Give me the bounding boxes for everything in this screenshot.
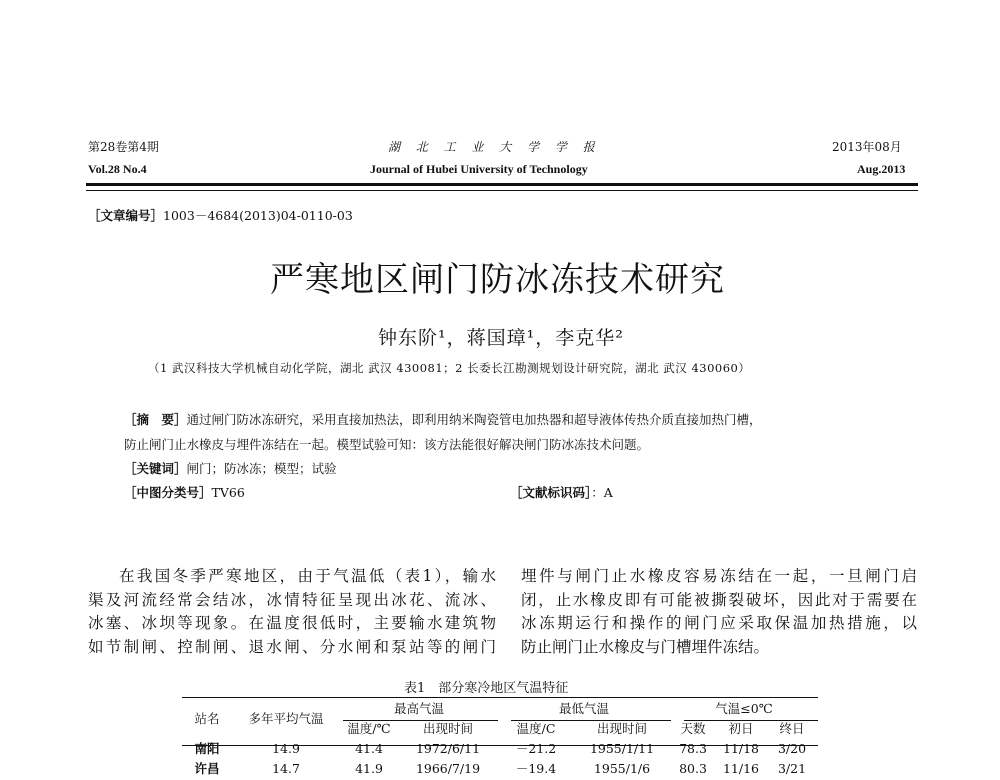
- cell-avg: 14.7: [272, 760, 300, 776]
- body-right-line-2: 闭，止水橡皮即有可能被撕裂破坏，因此对于需要在: [521, 590, 917, 609]
- header-min-group: 最低气温: [558, 701, 609, 716]
- header-rule-thin: [86, 190, 918, 191]
- cell-station: 南阳: [194, 741, 220, 756]
- cell-min-time: 1955/1/6: [593, 760, 651, 776]
- volume-issue-cn: 第28卷第4期: [88, 140, 159, 154]
- body-left-line-1: 在我国冬季严寒地区，由于气温低（表1），输水: [119, 567, 496, 585]
- cell-min-temp: －21.2: [515, 741, 557, 756]
- journal-name-cn: 湖 北 工 业 大 学 学 报: [388, 140, 601, 154]
- cell-min-time: 1955/1/11: [589, 740, 655, 756]
- abstract-line-1: [124, 412, 762, 428]
- document-code-value: ：A: [591, 485, 613, 500]
- body-column-right: [521, 565, 917, 659]
- header-max-group: 最高气温: [393, 701, 444, 716]
- document-code-label: ［文献标识码］: [510, 485, 592, 500]
- classification-label: ［中图分类号］: [124, 485, 212, 500]
- volume-issue-en: Vol.28 No.4: [88, 162, 147, 176]
- cell-last: 3/20: [777, 740, 807, 756]
- abstract-label: ［摘 要］: [124, 412, 187, 427]
- cell-days: 80.3: [679, 760, 707, 776]
- journal-name-en: Journal of Hubei University of Technology: [370, 162, 588, 176]
- cell-first: 11/16: [722, 760, 760, 776]
- publish-date-en: Aug.2013: [857, 162, 906, 176]
- author-affiliation: （1 武汉科技大学机械自动化学院，湖北 武汉 430081；2 长委长江勘测规划设计研究院，湖北 武汉 430060）: [148, 361, 751, 375]
- body-right-line-1: 埋件与闸门止水橡皮容易冻结在一起，一旦闸门启: [521, 567, 917, 585]
- header-last-day: 终日: [779, 721, 805, 736]
- cell-days: 78.3: [679, 740, 707, 756]
- cell-max-time: 1972/6/11: [415, 740, 481, 756]
- cell-last: 3/21: [777, 760, 807, 776]
- table-row: [182, 758, 818, 778]
- table-row: [182, 738, 818, 758]
- header-freeze-group: 气温≤0℃: [715, 701, 773, 716]
- body-left-line-2: 渠及河流经常会结冰，冰情特征呈现出冰花、流冰、: [88, 590, 496, 609]
- document-code: [510, 485, 613, 501]
- publish-date-cn: 2013年08月: [832, 140, 902, 154]
- cell-max-time: 1966/7/19: [415, 760, 481, 776]
- body-left-line-3: 冰塞、冰坝等现象。在温度很低时，主要输水建筑物: [88, 614, 496, 633]
- header-max-time: 出现时间: [422, 721, 473, 736]
- body-right-line-4: 防止闸门止水橡皮与门槽埋件冻结。: [521, 637, 770, 656]
- cell-avg: 14.9: [272, 740, 300, 756]
- header-days: 天数: [680, 721, 706, 736]
- keywords-label: ［关键词］: [124, 461, 187, 476]
- abstract-text-2: 防止闸门止水橡皮与埋件冻结在一起。模型试验可知：该方法能很好解决闸门防冰冻技术问题。: [124, 437, 650, 452]
- table-caption: 表1 部分寒冷地区气温特征: [404, 681, 569, 696]
- cell-max-temp: 41.9: [355, 760, 383, 776]
- abstract-text-1: 通过闸门防冰冻研究，采用直接加热法，即利用纳米陶瓷管电加热器和超导液体传热介质直接加热门槽，: [186, 412, 762, 427]
- header-min-temp: 温度/C: [516, 721, 556, 736]
- paper-authors: 钟东阶¹，蒋国璋¹，李克华²: [378, 327, 624, 349]
- keywords: [124, 461, 337, 477]
- body-right-line-3: 冰冻期运行和操作的闸门应采取保温加热措施，以: [521, 614, 917, 633]
- header-max-temp: 温度/℃: [347, 721, 391, 736]
- keywords-value: 闸门；防冰冻；模型；试验: [186, 461, 337, 476]
- body-column-left: [88, 565, 496, 659]
- article-number-value: 1003－4684(2013)04-0110-03: [163, 208, 353, 223]
- cell-min-temp: －19.4: [515, 761, 557, 776]
- classification-value: TV66: [211, 485, 245, 500]
- climate-table: [182, 698, 818, 778]
- article-number: [88, 208, 353, 224]
- article-number-label: ［文章编号］: [88, 208, 164, 223]
- cell-station: 许昌: [194, 761, 220, 776]
- cell-first: 11/18: [722, 740, 760, 756]
- header-rule-thick: [86, 183, 918, 186]
- cell-max-temp: 41.4: [355, 740, 383, 756]
- header-avg-temp: 多年平均气温: [248, 711, 324, 726]
- header-min-time: 出现时间: [596, 721, 647, 736]
- classification-number: [124, 485, 245, 501]
- paper-title: 严寒地区闸门防冰冻技术研究: [270, 260, 725, 300]
- header-first-day: 初日: [728, 721, 754, 736]
- header-station: 站名: [194, 711, 220, 726]
- body-left-line-4: 如节制闸、控制闸、退水闸、分水闸和泵站等的闸门: [88, 637, 496, 656]
